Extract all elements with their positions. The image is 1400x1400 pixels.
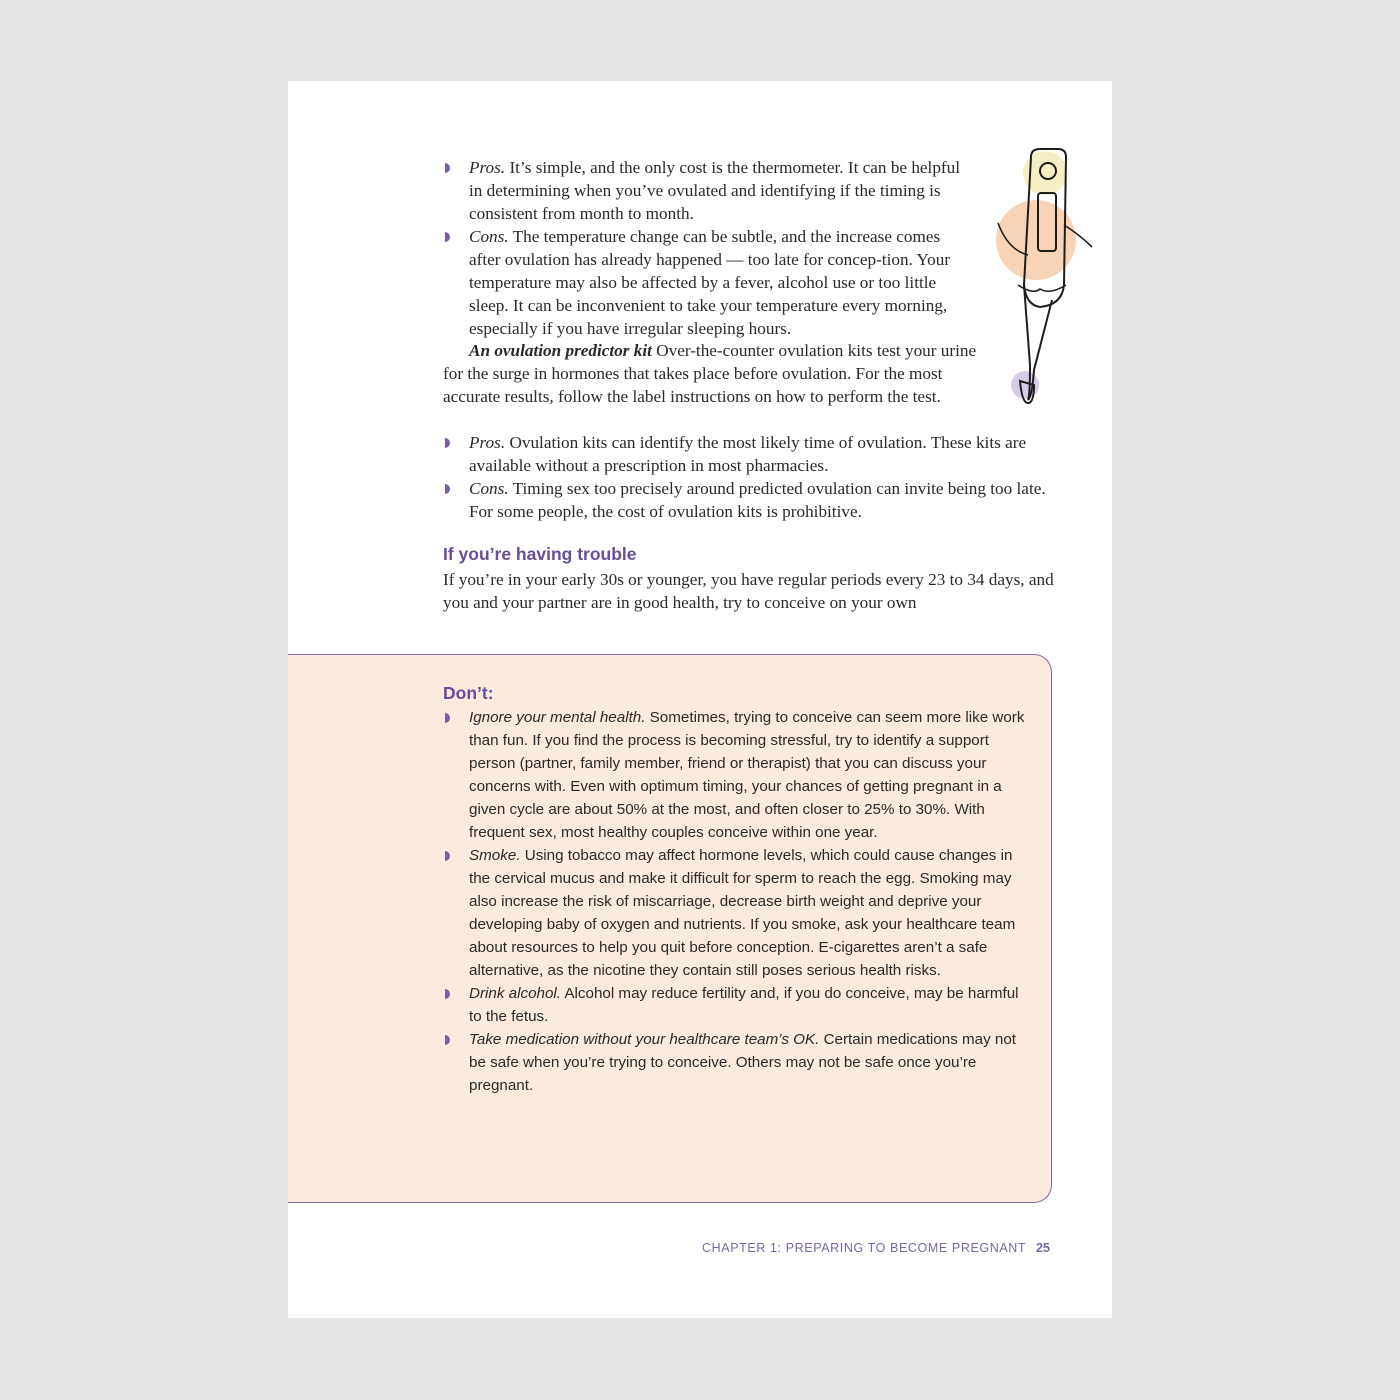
bullet-icon bbox=[445, 438, 450, 448]
list-item: Cons. Timing sex too precisely around predicted ovulation can invite being too late. For some people, the cost of ovulation kits is prohibitive. bbox=[443, 477, 1055, 523]
list-item: Drink alcohol. Alcohol may reduce fertility and, if you do conceive, may be harmful to the fetus. bbox=[443, 982, 1033, 1028]
book-page bbox=[288, 81, 1112, 1318]
trouble-heading: If you’re having trouble bbox=[443, 544, 637, 564]
list-item: Take medication without your healthcare team’s OK. Certain medications may not be safe when you’re trying to conceive. Others may not be safe once you’re pregnant. bbox=[443, 1028, 1033, 1097]
bullet-icon bbox=[445, 713, 450, 723]
dont-list bbox=[443, 706, 1033, 1097]
bullet-icon bbox=[445, 232, 450, 242]
dont-heading: Don’t: bbox=[443, 683, 494, 703]
page-number: 25 bbox=[1036, 1241, 1050, 1255]
list-item: Smoke. Using tobacco may affect hormone levels, which could cause changes in the cervical mucus and make it difficult for sperm to reach the egg. Smoking may also increase the risk of miscarriage, decrease birth weight and deprive your developing baby of oxygen and nutrients. If you smoke, ask your healthcare team about resources to help you quit before conception. E-cigarettes aren’t a safe alternative, as the nicotine they contain still poses serious health risks. bbox=[443, 844, 1033, 982]
thermometer-icon bbox=[988, 145, 1098, 415]
bullet-icon bbox=[445, 484, 450, 494]
list-item: Pros. Ovulation kits can identify the most likely time of ovulation. These kits are available without a prescription in most pharmacies. bbox=[443, 431, 1055, 477]
dont-callout-box bbox=[288, 654, 1052, 1203]
ovulation-kit-paragraph: An ovulation predictor kit Over-the-counter ovulation kits test your urine for the surge in hormones that takes place before ovulation. For the most accurate results, follow the label instructions on how to perform the test. bbox=[443, 341, 977, 406]
list-item: Ignore your mental health. Sometimes, trying to conceive can seem more like work than fun. If you find the process is becoming stressful, try to identify a support person (partner, family member, friend or therapist) that you can discuss your concerns with. Even with optimum timing, your chances of getting pregnant in a given cycle are about 50% at the most, and often closer to 25% to 30%. With frequent sex, most healthy couples conceive within one year. bbox=[443, 706, 1033, 844]
chapter-running-footer: CHAPTER 1: PREPARING TO BECOME PREGNANT bbox=[702, 1241, 1027, 1255]
list-item: Pros. It’s simple, and the only cost is the thermometer. It can be helpful in determining when you’ve ovulated and identifying if the timing is consistent from month to month. bbox=[443, 156, 963, 225]
bullet-icon bbox=[445, 989, 450, 999]
bullet-icon bbox=[445, 163, 450, 173]
bullet-icon bbox=[445, 1035, 450, 1045]
kit-pros-cons-list bbox=[443, 431, 1055, 523]
bbt-pros-cons-list bbox=[443, 156, 963, 340]
bullet-icon bbox=[445, 851, 450, 861]
trouble-paragraph: If you’re in your early 30s or younger, you have regular periods every 23 to 34 days, and you and your partner are in good health, try to conceive on your own bbox=[443, 570, 1054, 612]
list-item: Cons. The temperature change can be subtle, and the increase comes after ovulation has already happened — too late for concep-tion. Your temperature may also be affected by a fever, alcohol use or too little sleep. It can be inconvenient to take your temperature every morning, especially if you have irregular sleeping hours. bbox=[443, 225, 963, 340]
